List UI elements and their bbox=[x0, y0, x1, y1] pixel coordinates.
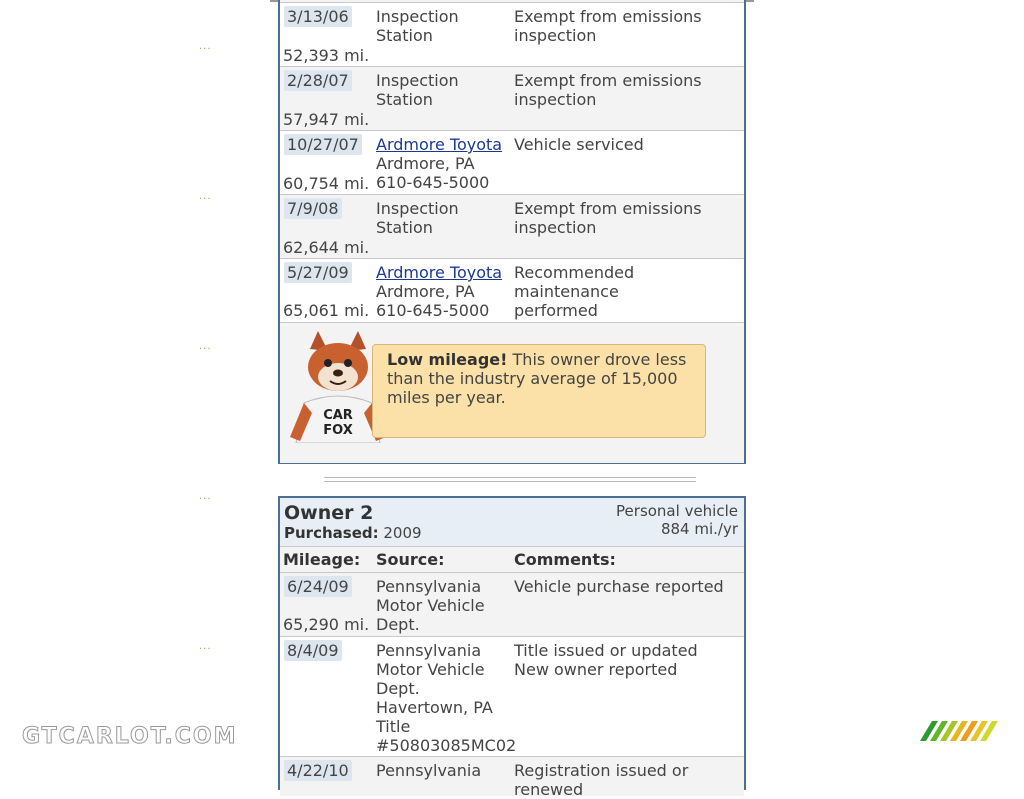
table-row bbox=[280, 258, 744, 322]
record-source: Pennsylvania Motor Vehicle Dept. bbox=[376, 577, 485, 634]
dealer-link[interactable]: Ardmore Toyota bbox=[376, 263, 503, 282]
record-source: Ardmore Toyota Ardmore, PA 610-645-5000 bbox=[376, 135, 503, 192]
record-source: Inspection Station bbox=[376, 199, 459, 237]
table-row bbox=[280, 2, 744, 66]
record-comments: Title issued or updated New owner reported bbox=[514, 641, 698, 679]
mascot-shirt-line2: FOX bbox=[323, 423, 353, 438]
usage-summary: Personal vehicle 884 mi./yr bbox=[616, 502, 738, 538]
record-comments: Registration issued or renewed bbox=[514, 761, 689, 799]
col-mileage-header: Mileage: bbox=[283, 550, 361, 569]
record-mileage: 57,947 mi. bbox=[283, 110, 370, 129]
record-source: Inspection Station bbox=[376, 7, 459, 45]
margin-dots: ··· bbox=[199, 644, 212, 655]
watermark-text: GTCARLOT.COM bbox=[22, 724, 238, 749]
table-row bbox=[280, 130, 744, 194]
record-date: 3/13/06 bbox=[284, 6, 352, 27]
record-comments: Vehicle purchase reported bbox=[514, 577, 724, 596]
record-comments: Exempt from emissions inspection bbox=[514, 7, 702, 45]
low-mileage-text: This owner drove less than the industry average of 15,000 miles per year. bbox=[387, 350, 687, 407]
record-date: 10/27/07 bbox=[284, 134, 362, 155]
table-row bbox=[280, 756, 744, 799]
record-comments: Vehicle serviced bbox=[514, 135, 644, 154]
record-source: Inspection Station bbox=[376, 71, 459, 109]
record-source: Ardmore Toyota Ardmore, PA 610-645-5000 bbox=[376, 263, 503, 320]
dealer-link[interactable]: Ardmore Toyota bbox=[376, 135, 503, 154]
low-mileage-note bbox=[372, 344, 706, 438]
section-divider bbox=[324, 481, 696, 482]
table-row bbox=[280, 572, 744, 636]
margin-dots: ··· bbox=[199, 494, 212, 505]
col-source-header: Source: bbox=[376, 550, 445, 569]
record-date: 6/24/09 bbox=[284, 576, 352, 597]
record-date: 7/9/08 bbox=[284, 198, 342, 219]
table-row bbox=[280, 636, 744, 756]
column-headers bbox=[280, 546, 744, 573]
owner-title: Owner 2 bbox=[284, 502, 374, 524]
low-mileage-heading: Low mileage! bbox=[387, 350, 508, 369]
col-comments-header: Comments: bbox=[514, 550, 616, 569]
record-mileage: 52,393 mi. bbox=[283, 46, 370, 65]
record-mileage: 65,061 mi. bbox=[283, 301, 370, 320]
record-comments: Recommended maintenance performed bbox=[514, 263, 635, 320]
record-comments: Exempt from emissions inspection bbox=[514, 71, 702, 109]
low-mileage-callout bbox=[280, 322, 744, 463]
margin-dots: ··· bbox=[199, 44, 212, 55]
gtcarlot-stripes-logo-icon bbox=[920, 719, 1000, 743]
record-date: 8/4/09 bbox=[284, 640, 342, 661]
table-row bbox=[280, 194, 744, 258]
record-mileage: 60,754 mi. bbox=[283, 174, 370, 193]
margin-dots: ··· bbox=[199, 344, 212, 355]
record-source: Pennsylvania bbox=[376, 761, 482, 780]
record-mileage: 62,644 mi. bbox=[283, 238, 370, 257]
record-date: 5/27/09 bbox=[284, 262, 352, 283]
table-row bbox=[280, 66, 744, 130]
section-divider bbox=[324, 477, 696, 478]
record-date: 2/28/07 bbox=[284, 70, 352, 91]
record-comments: Exempt from emissions inspection bbox=[514, 199, 702, 237]
owner1-history-table bbox=[278, 0, 746, 464]
record-source: Pennsylvania Motor Vehicle Dept. Havertown, PA Title #50803085MC02 bbox=[376, 641, 517, 755]
owner2-header bbox=[280, 498, 744, 546]
record-date: 4/22/10 bbox=[284, 760, 352, 781]
margin-dots: ··· bbox=[199, 194, 212, 205]
owner2-history-table bbox=[278, 496, 746, 799]
record-mileage: 65,290 mi. bbox=[283, 615, 370, 634]
purchased-info: Purchased: 2009 bbox=[284, 524, 422, 542]
mascot-shirt-line1: CAR bbox=[323, 408, 353, 423]
